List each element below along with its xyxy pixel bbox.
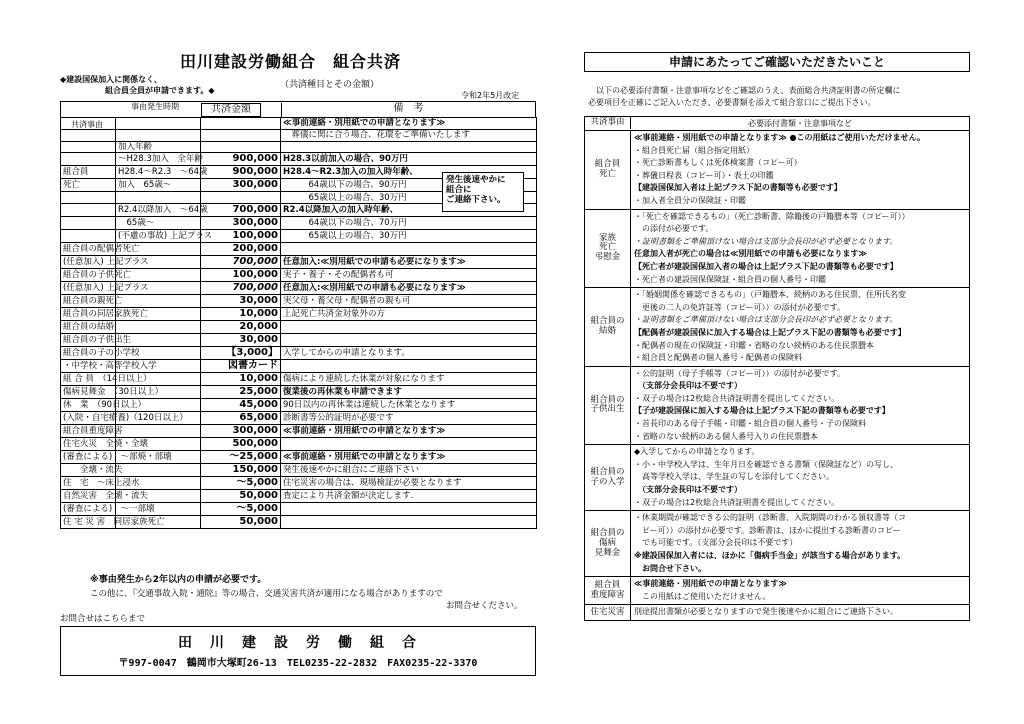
doc-line: ◆入学してからの申請となります。 (634, 447, 760, 457)
doc-header-doc: 必要添付書類・注意事項など (748, 119, 852, 128)
table-row (61, 503, 537, 516)
table-row (61, 438, 537, 451)
doc-line: ・省略のない続柄のある個人番号入りの住民票謄本 (634, 431, 818, 441)
sub-cell: 加入 65歳～ (116, 179, 201, 192)
cat-cell: 組合員の子供出生 (61, 334, 116, 347)
header-timing: 事由発生時期 (131, 102, 179, 111)
note-cell (281, 334, 537, 347)
doc-header-cat: 共済事由 (585, 117, 631, 129)
amount-cell: 200,000 (201, 243, 281, 256)
amount-cell: 65,000 (201, 412, 281, 425)
cat-cell: 組合員の結婚 (61, 321, 116, 334)
table-row (61, 230, 537, 243)
sub-cell (116, 129, 201, 141)
doc-line: ≪事前連絡・別用紙での申請となります≫ ●この用紙はご使用いただけません。 (634, 133, 925, 142)
amount-cell: 300,000 (201, 425, 281, 438)
table-row (61, 118, 537, 130)
amount-cell: 10,000 (201, 308, 281, 321)
doc-line: 【死亡者が建設国保加入者の場合は上記プラス下記の書類等も必要です】 (634, 261, 898, 271)
note-cell: R2.4以降加入の加入時年齢、 (281, 204, 537, 217)
cat-cell: 組 合 員 （14日以上） (61, 373, 116, 386)
doc-line: ・組合員と配偶者の個人番号・配偶者の保険料 (634, 353, 802, 363)
sub-cell (116, 425, 201, 438)
doc-row (585, 367, 969, 446)
amount-cell: 300,000 (201, 217, 281, 230)
sub-cell (116, 192, 201, 204)
amount-cell: 900,000 (201, 166, 281, 179)
header-biko: 備 考 (281, 103, 535, 117)
sub-cell: 65歳～ (116, 217, 201, 230)
table-row (61, 464, 537, 477)
cat-cell (61, 129, 116, 141)
doc-line: ピー可））の添付が必要です。診断書は、ほかに提出する診断書のコピー (634, 525, 901, 535)
note-cell: H28.3以前加入の場合、90万円 (281, 153, 537, 166)
cat-cell (61, 230, 116, 243)
doc-line: ・配偶者の現在の保険証・印鑑・省略のない続柄のある住民票謄本 (634, 340, 874, 350)
note-cell: 住宅災害の場合は、現場検証が必要となります (281, 477, 537, 490)
doc-line: 【建設国保加入者は上記プラス下記の書類等も必要です】 (634, 183, 842, 193)
amount-cell: 20,000 (201, 321, 281, 334)
amount-cell: 30,000 (201, 295, 281, 308)
doc-row (585, 511, 969, 577)
table-row (61, 256, 537, 269)
doc-line: の添付が必要です。 (634, 224, 714, 234)
doc-row-content (631, 577, 969, 604)
left-subtitle: （共済種目とその金額） (280, 80, 380, 90)
note-cell (281, 503, 537, 516)
note-cell: H28.4～R2.3加入の加入時年齢、 (281, 166, 537, 179)
cat-cell (61, 192, 116, 204)
cat-cell: (任意加入) 上記プラス (61, 256, 116, 269)
cat-cell: 全壊・流失 (61, 464, 116, 477)
amount-cell (201, 141, 281, 153)
doc-line: ・休業期間が確認できる公的証明（診断書、入院期間のわかる領収書等（コ (634, 513, 906, 523)
doc-line: ・加入者全員分の保険証・印鑑 (634, 195, 746, 205)
sub-cell: ～H28.3加入 全年齢 (116, 153, 201, 166)
note-cell: 実父母・養父母・配偶者の親も可 (281, 295, 537, 308)
cat-cell: 自然災害 全壊・流失 (61, 490, 116, 503)
table-row (61, 516, 537, 529)
org-box (60, 626, 536, 676)
doc-line: 更後の二人の免許証等（コピー可））の添付が必要です。 (634, 302, 846, 312)
table-row (61, 386, 537, 399)
table-row (61, 334, 537, 347)
note-cell (281, 360, 537, 373)
amount-cell: ～5,000 (201, 477, 281, 490)
doc-row-content (631, 445, 969, 510)
table-row (61, 269, 537, 282)
doc-line: ≪事前連絡・別用紙での申請となります≫ (634, 579, 787, 589)
cat-cell: (任意加入) 上記プラス (61, 282, 116, 295)
amount-cell: 700,000 (201, 256, 281, 269)
cat-cell (61, 204, 116, 217)
cat-cell (61, 217, 116, 230)
doc-line: 【配偶者が建設国保に加入する場合は上記プラス下記の書類等も必要です】 (634, 327, 906, 337)
amount-cell: 25,000 (201, 386, 281, 399)
table-row (61, 373, 537, 386)
doc-line: 高等学校入学は、学生証の写しを添付してください。 (634, 472, 834, 482)
doc-row-cat: 組合員 死亡 (585, 131, 631, 209)
right-intro1: 以下の必要添付書類・注意事項などをご確認のうえ、表面総合共済証明書の所定欄に (596, 86, 901, 95)
note-cell: 発生後速やかに組合にご連絡下さい (281, 464, 537, 477)
amount-cell (201, 192, 281, 204)
note-cell: 65歳以上の場合、30万円 (281, 230, 537, 243)
doc-row-content (631, 605, 969, 620)
note-cell (281, 243, 537, 256)
doc-line: ・小・中学校入学は、生年月日を確認できる書類（保険証など）の写し、 (634, 459, 898, 469)
note-line1: ◆建設国保加入に関係なく、 (60, 75, 162, 84)
table-row (61, 217, 537, 230)
doc-row (585, 605, 969, 620)
amount-cell: 100,000 (201, 230, 281, 243)
doc-row-cat: 家族 死亡 弔慰金 (585, 210, 631, 288)
table-row (61, 141, 537, 153)
table-row (61, 412, 537, 425)
doc-row-content (631, 511, 969, 576)
doc-line: ・双子の場合は2枚総合共済証明書を提出してください。 (634, 497, 840, 507)
note-cell: ≪事前連絡・別用紙での申請となります≫ (281, 118, 537, 130)
doc-row-cat: 組合員の 傷病 見舞金 (585, 511, 631, 576)
doc-line: ・死亡診断書もしくは死体検案書（コピー可） (634, 158, 802, 168)
cat-cell: 住 宅 ～床上浸水 (61, 477, 116, 490)
table-row (61, 295, 537, 308)
amount-cell: 100,000 (201, 269, 281, 282)
header-jiyu: 共済事由 (71, 120, 103, 129)
cat-cell: 組合員の配偶者死亡 (61, 243, 116, 256)
doc-row-content (631, 288, 969, 366)
note-cell (281, 141, 537, 153)
table-row (61, 308, 537, 321)
doc-row-cat: 組合員 重度障害 (585, 577, 631, 604)
note-cell: 葬儀に関に合う場合、花環をご準備いたします (281, 129, 537, 141)
note-line2: 組合員全員が申請できます。◆ (105, 86, 215, 95)
amount-cell: 45,000 (201, 399, 281, 412)
note-cell: 復業後の再休業も申請できます (281, 386, 537, 399)
sub-cell: H28.4～R2.3 ～64歳 (116, 166, 201, 179)
amount-cell: ～25,000 (201, 451, 281, 464)
table-row (61, 490, 537, 503)
table-row (61, 347, 537, 360)
amount-cell: 150,000 (201, 464, 281, 477)
amount-cell (201, 118, 281, 130)
doc-row (585, 210, 969, 289)
cat-cell: 組合員の子供死亡 (61, 269, 116, 282)
cat-cell: 傷病見舞金 （30日以上） (61, 386, 116, 399)
doc-row (585, 131, 969, 210)
doc-line: ・公的証明（母子手帳等（コピー可））の添付が必要です。 (634, 368, 846, 378)
note-cell: 任意加入:≪別用紙での申請も必要になります≫ (281, 282, 537, 295)
doc-line: ・「死亡を確認できるもの」（死亡診断書、除籍後の戸籍謄本等（コピー可）） (634, 211, 910, 221)
header-kyosai: 共済金額 (201, 103, 261, 117)
org-name: 田 川 建 設 労 働 組 合 (178, 635, 418, 651)
sub-cell (116, 464, 201, 477)
note-cell: 傷病により連続した休業が対象になります (281, 373, 537, 386)
note-cell: ≪事前連絡・別用紙での申請となります≫ (281, 451, 537, 464)
doc-line: この用紙はご使用いただけません。 (634, 591, 771, 601)
note-cell: 上記死亡共済金対象外の方 (281, 308, 537, 321)
doc-line: ・証明書類をご準備頂けない場合は支部分会長印が必ず必要となります。 (634, 315, 898, 325)
doc-line: ・双子の場合は2枚総合共済証明書を提出してください。 (634, 393, 840, 403)
doc-line: でも可能です。（支部分会長印は不要です） (634, 538, 798, 548)
note-cell: 診断書等公的証明が必要です (281, 412, 537, 425)
table-row (61, 399, 537, 412)
note-cell: 入学してからの申請となります。 (281, 347, 537, 360)
doc-row-cat: 組合員の 子の入学 (585, 445, 631, 510)
cat-cell: 組合員重度障害 (61, 425, 116, 438)
amount-cell: 300,000 (201, 179, 281, 192)
table-row (61, 282, 537, 295)
table-row (61, 477, 537, 490)
amount-cell: 10,000 (201, 373, 281, 386)
cat-cell: 住 宅 災 害 同居家族死亡 (61, 516, 116, 529)
amount-cell: 700,000 (201, 204, 281, 217)
note-cell: 90日以内の再休業は連続した休業となります (281, 399, 537, 412)
org-address: 〒997-0047 鶴岡市大塚町26-13 TEL0235-22-2832 FAX0235-22-3370 (118, 658, 478, 669)
warn-line2: この他に、『交通事故入院・通院』等の場合、交通災害共済が適用になる場合がありますので (90, 589, 443, 599)
table-row (61, 451, 537, 464)
note-cell: ≪事前連絡・別用紙での申請となります≫ (281, 425, 537, 438)
table-row (61, 153, 537, 166)
doc-row-cat: 組合員の 子供出生 (585, 367, 631, 445)
inquiry-label: お問合せはこちらまで (60, 614, 146, 624)
note-cell: 64歳以下の場合、90万円 (281, 179, 537, 192)
cat-cell: 組合員 (61, 166, 116, 179)
amount-cell: 【3,000】 (201, 347, 281, 360)
table-row (61, 360, 537, 373)
doc-line: お問合せ下さい。 (634, 563, 706, 573)
doc-row-content (631, 367, 969, 445)
amount-cell (201, 129, 281, 141)
amount-cell: 500,000 (201, 438, 281, 451)
cat-cell: ・中学校・高等学校入学 (61, 360, 116, 373)
sub-cell (116, 118, 201, 130)
sub-cell (116, 295, 201, 308)
cat-cell: 休 業 （90日以上） (61, 399, 116, 412)
doc-line: ・首長印のある母子手帳・印鑑・組合員の個人番号・子の保険料 (634, 419, 866, 429)
amount-cell: 700,000 (201, 282, 281, 295)
doc-row-cat: 組合員の 結婚 (585, 288, 631, 366)
doc-line: 【子が建設国保に加入する場合は上記プラス下記の書類等も必要です】 (634, 406, 890, 416)
table-row (61, 243, 537, 256)
doc-line: 任意加入者が死亡の場合は≪別用紙での申請も必要になります≫ (634, 249, 867, 259)
doc-row-content (631, 210, 969, 288)
table-row (61, 425, 537, 438)
doc-line: ・組合員死亡届（組合指定用紙） (634, 145, 754, 155)
doc-row-cat: 住宅災害 (585, 605, 631, 620)
cat-cell: 組合員の親死亡 (61, 295, 116, 308)
amount-cell: 50,000 (201, 516, 281, 529)
warn-line3: お問合せください。 (446, 601, 523, 611)
doc-line: ・葬儀日程表（コピー可）・表土の印鑑 (634, 170, 774, 180)
sub-cell: (不慮の事故) 上記プラス (116, 230, 201, 243)
doc-row (585, 288, 969, 367)
doc-line: ・証明書類をご準備頂けない場合は支部分会長印が必ず必要となります。 (634, 236, 898, 246)
documents-table (584, 116, 970, 621)
cat-cell: 死亡 (61, 179, 116, 192)
note-cell: 査定により共済金額が決定します. (281, 490, 537, 503)
amount-cell: 50,000 (201, 490, 281, 503)
doc-line: ※建設国保加入者には、ほかに「傷病手当金」が該当する場合があります。 (634, 551, 906, 560)
amount-cell: 30,000 (201, 334, 281, 347)
table-row (61, 321, 537, 334)
documents-header (585, 117, 969, 131)
note-cell: 実子・養子・その配偶者も可 (281, 269, 537, 282)
note-cell (281, 516, 537, 529)
note-cell: 任意加入:≪別用紙での申請も必要になります≫ (281, 256, 537, 269)
cat-cell: 組合員の同居家族死亡 (61, 308, 116, 321)
cat-cell: 組合員の子の小学校 (61, 347, 116, 360)
note-cell: 65歳以上の場合、30万円 (281, 192, 537, 204)
warn-line1: ※事由発生から2年以内の申請が必要です。 (90, 575, 267, 585)
cat-cell: (審査による) ～一部壊 (61, 503, 116, 516)
cat-cell: (入院・自宅療養)（120日以上） (61, 412, 116, 425)
sub-cell (116, 321, 201, 334)
contact-box: 発生後速やかに 組合に ご連絡下さい。 (442, 172, 524, 212)
doc-line: （支部分会長印は不要です） (634, 485, 742, 495)
doc-row (585, 577, 969, 605)
note-cell (281, 438, 537, 451)
left-title: 田川建設労働組合 組合共済 (180, 52, 402, 71)
sub-cell: R2.4以降加入 ～64歳 (116, 204, 201, 217)
doc-row-content (631, 131, 969, 209)
note-cell: 64歳以下の場合、70万円 (281, 217, 537, 230)
cat-cell (61, 118, 116, 130)
revision-date: 令和2年5月改定 (461, 91, 520, 100)
right-title: 申請にあたってご確認いただきたいこと (584, 52, 970, 72)
doc-line: 別途提出書類が必要となりますので発生後速やかに組合にご連絡下さい。 (634, 607, 898, 617)
sub-cell: 加入年齢 (116, 141, 201, 153)
table-row (61, 129, 537, 141)
amount-cell: 900,000 (201, 153, 281, 166)
note-cell (281, 321, 537, 334)
right-intro2: 必要項目を正確にご記入いただき、必要書類を添えて組合窓口にご提出下さい。 (588, 98, 876, 107)
cat-cell: 住宅火災 全焼・全壊 (61, 438, 116, 451)
doc-line: ・「婚姻関係を確認できるもの」（戸籍謄本、続柄のある住民票、住所氏名変 (634, 290, 906, 300)
doc-line: （支部分会長印は不要です） (634, 381, 742, 391)
doc-row (585, 445, 969, 511)
cat-cell (61, 153, 116, 166)
amount-cell: ～5,000 (201, 503, 281, 516)
cat-cell (61, 141, 116, 153)
cat-cell: (審査による) ～部焼・部壊 (61, 451, 116, 464)
amount-cell: 図書カード (201, 360, 281, 373)
doc-line: ・死亡者の建設国保保険証・組合員の個人番号・印鑑 (634, 274, 826, 284)
